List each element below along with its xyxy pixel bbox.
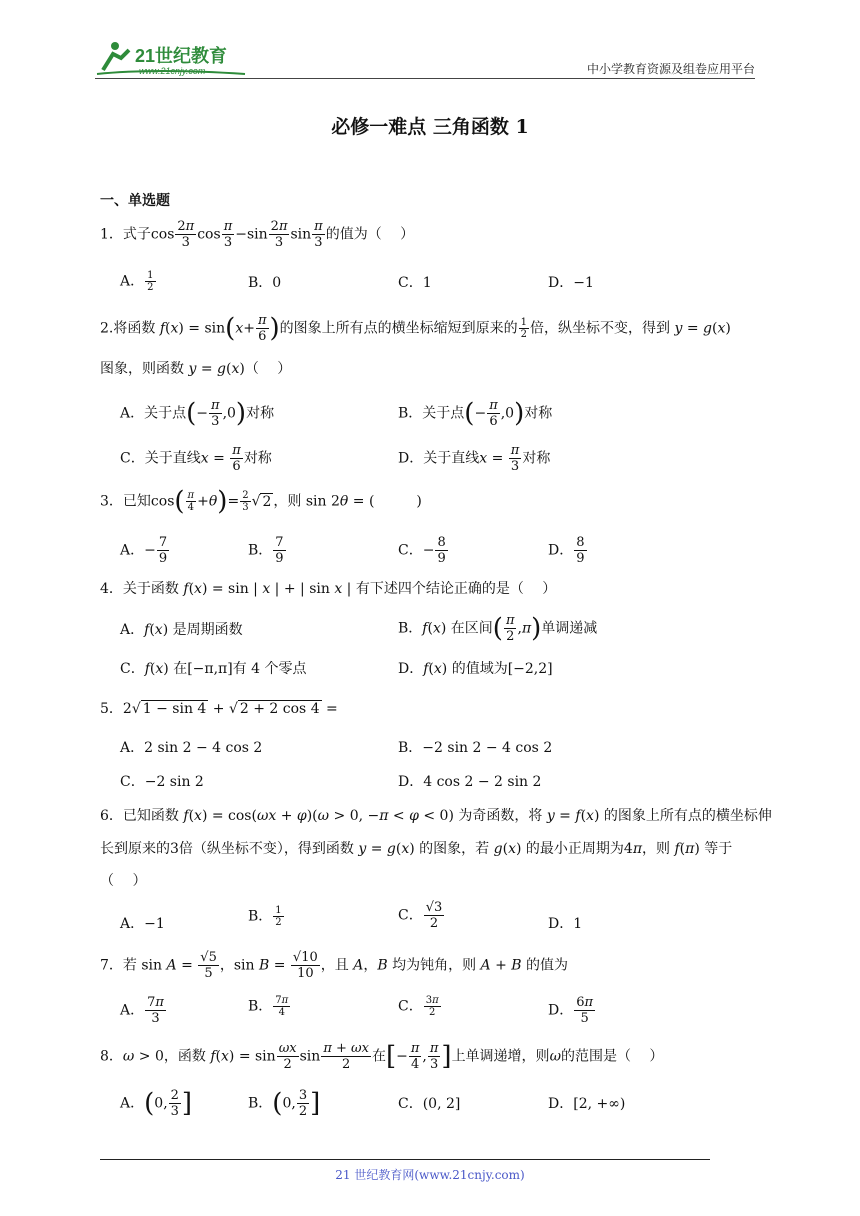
- footer-divider: [100, 1159, 710, 1160]
- option-7d[interactable]: D． $\frac{6\pi}{5}$: [548, 995, 594, 1026]
- option-1b[interactable]: B．0: [248, 275, 282, 291]
- option-1a[interactable]: A． $\frac{1}{2}$: [120, 270, 154, 293]
- option-2b[interactable]: B．关于点(− $\frac{\pi}{6}$ ,0)对称: [398, 398, 553, 429]
- option-5b[interactable]: B．−2 sin 2 − 4 cos 2: [398, 740, 553, 756]
- option-8d[interactable]: D．[2, +∞): [548, 1096, 626, 1112]
- footer-link[interactable]: 21 世纪教育网(www.21cnjy.com): [335, 1168, 525, 1182]
- question-6: 6．已知函数 f(x) = cos(ωx + φ)(ω > 0, −π < φ < 0) 为奇函数，将 y = f(x) 的图象上所有点的横坐标伸: [100, 808, 772, 824]
- question-7: 7．若 sin A = $\frac{√5}{5}$ ，sin B = $\frac{√10}{10}$ ，且 A，B 均为钝角，则 A + B 的值为: [100, 950, 569, 981]
- option-7b[interactable]: B． $\frac{7\pi}{4}$: [248, 995, 289, 1018]
- option-6b[interactable]: B． $\frac{1}{2}$: [248, 905, 282, 928]
- option-4c[interactable]: C．f(x) 在[−π,π]有 4 个零点: [120, 661, 307, 677]
- option-5d[interactable]: D．4 cos 2 − 2 sin 2: [398, 774, 542, 790]
- option-5c[interactable]: C．−2 sin 2: [120, 774, 204, 790]
- option-2a[interactable]: A．关于点(− $\frac{\pi}{3}$ ,0)对称: [120, 398, 275, 429]
- question-5: 5．2√ 1 − sin 4 + √ 2 + 2 cos 4 =: [100, 701, 338, 717]
- option-8b[interactable]: B．(0, $\frac{3}{2}$ ]: [248, 1088, 321, 1119]
- option-7a[interactable]: A． $\frac{7\pi}{3}$: [120, 995, 164, 1026]
- option-4b[interactable]: B．f(x) 在区间( $\frac{\pi}{2}$ ,π)单调递减: [398, 613, 598, 644]
- option-3b[interactable]: B． $\frac{7}{9}$: [248, 535, 284, 566]
- option-6c[interactable]: C． $\frac{√3}{2}$: [398, 900, 443, 931]
- option-1d[interactable]: D．−1: [548, 275, 594, 291]
- question-8: 8．ω > 0，函数 f(x) = sin $\frac{\omega x}{2}$ sin $\frac{\pi + \omega x}{2}$ 在[− $\frac{\pi}{4}$ , $\frac{\pi}{3}$ ]上单调递增，则ω的范围是（ ）: [100, 1041, 664, 1072]
- page-title: 必修一难点 三角函数 1: [331, 116, 529, 138]
- svg-text:21世纪教育: 21世纪教育: [135, 46, 228, 66]
- option-3c[interactable]: C．− $\frac{8}{9}$: [398, 535, 446, 566]
- svg-text:www.21cnjy.com: www.21cnjy.com: [139, 66, 206, 76]
- option-2c[interactable]: C．关于直线x = $\frac{\pi}{6}$ 对称: [120, 443, 272, 474]
- option-1c[interactable]: C．1: [398, 275, 432, 291]
- platform-name: 中小学教育资源及组卷应用平台: [586, 62, 755, 76]
- section-heading: 一、单选题: [100, 193, 170, 209]
- question-6-line2: 长到原来的3倍（纵坐标不变），得到函数 y = g(x) 的图象，若 g(x) 的最小正周期为4π，则 f(π) 等于: [100, 841, 733, 857]
- question-2-cont: 图象，则函数 y = g(x)（ ）: [100, 361, 292, 377]
- option-3d[interactable]: D． $\frac{8}{9}$: [548, 535, 585, 566]
- option-7c[interactable]: C． $\frac{3\pi}{2}$: [398, 995, 439, 1018]
- option-8a[interactable]: A．(0, $\frac{2}{3}$ ]: [120, 1088, 193, 1119]
- option-6a[interactable]: A．−1: [120, 916, 165, 932]
- option-6d[interactable]: D．1: [548, 916, 583, 932]
- option-5a[interactable]: A．2 sin 2 − 4 cos 2: [120, 740, 263, 756]
- question-2: 2.将函数 f(x) = sin(x+ $\frac{\pi}{6}$ )的图象上所有点的横坐标缩短到原来的 $\frac{1}{2}$ 倍，纵坐标不变，得到 y = g(x): [100, 313, 731, 344]
- option-2d[interactable]: D．关于直线x = $\frac{\pi}{3}$ 对称: [398, 443, 551, 474]
- option-4a[interactable]: A．f(x) 是周期函数: [120, 622, 243, 638]
- option-4d[interactable]: D．f(x) 的值域为[−2,2]: [398, 661, 553, 677]
- header-divider: [95, 78, 755, 79]
- site-logo: [95, 40, 255, 78]
- question-1: 1．式子cos $\frac{2\pi}{3}$ cos $\frac{\pi}{3}$ −sin $\frac{2\pi}{3}$ sin $\frac{\pi}{3}$ 的值为（ ）: [100, 219, 415, 250]
- option-3a[interactable]: A．− $\frac{7}{9}$: [120, 535, 168, 566]
- question-3: 3．已知cos( $\frac{\pi}{4}$ +θ)= $\frac{2}{3}$ √ 2 ，则 sin 2θ = ( ): [100, 486, 422, 517]
- question-6-line3: （ ）: [100, 873, 147, 889]
- option-8c[interactable]: C．(0, 2]: [398, 1096, 461, 1112]
- question-4: 4．关于函数 f(x) = sin | x | + | sin x | 有下述四个结论正确的是（ ）: [100, 581, 557, 597]
